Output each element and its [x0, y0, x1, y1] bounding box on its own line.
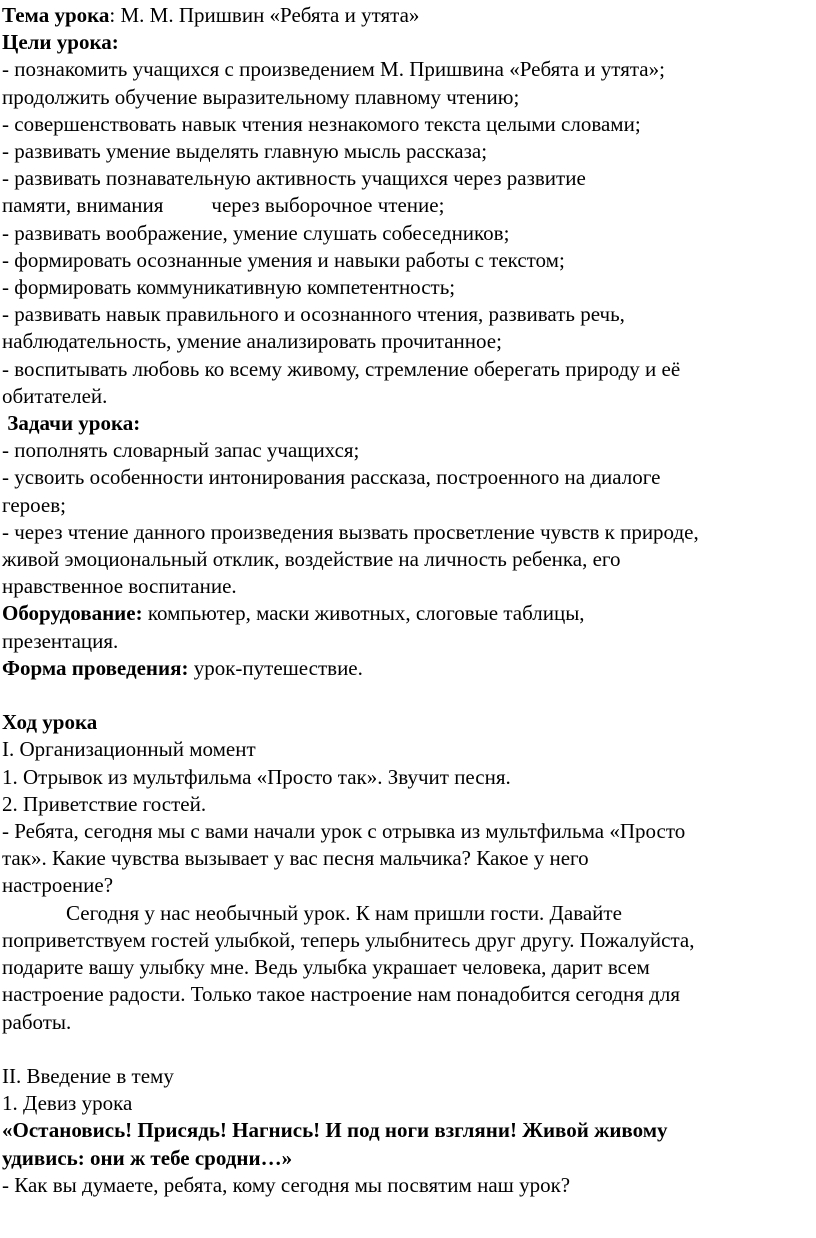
tasks-line: - усвоить особенности интонирования рассказа, построенного на диалоге: [2, 465, 661, 490]
goals-heading: Цели урока:: [2, 30, 119, 55]
goals-split-left: памяти, внимания: [2, 193, 164, 218]
equipment-cont: презентация.: [2, 628, 119, 653]
course-line: 1. Отрывок из мультфильма «Просто так». Звучит песня.: [2, 764, 511, 789]
goals-split-line: [2, 192, 816, 219]
goals-line: - познакомить учащихся с произведением М. Пришвина «Ребята и утята»;: [2, 57, 665, 82]
course-paragraph-line: подарите вашу улыбку мне. Ведь улыбка украшает человека, дарит всем: [2, 955, 650, 980]
course-paragraph-first: Сегодня у нас необычный урок. К нам пришли гости. Давайте: [66, 900, 622, 925]
goals-line: - формировать коммуникативную компетентность;: [2, 275, 456, 300]
topic-line: [2, 2, 816, 29]
goals-line: наблюдательность, умение анализировать прочитанное;: [2, 329, 502, 354]
goals-split-right: через выборочное чтение;: [211, 193, 445, 218]
intro-line: II. Введение в тему: [2, 1063, 174, 1088]
form-label: Форма проведения:: [2, 655, 189, 680]
tasks-line: - через чтение данного произведения вызвать просветление чувств к природе,: [2, 519, 699, 544]
goals-line: продолжить обучение выразительному плавному чтению;: [2, 84, 520, 109]
form-line: [2, 655, 816, 682]
goals-line: - развивать познавательную активность учащихся через развитие: [2, 166, 586, 191]
tasks-line: героев;: [2, 492, 66, 517]
topic-label: Тема урока: [2, 3, 110, 27]
goals-line: - совершенствовать навык чтения незнакомого текста целыми словами;: [2, 111, 641, 136]
blank-line: [0, 682, 816, 709]
equipment-label: Оборудование:: [2, 601, 143, 626]
equipment-value: компьютер, маски животных, слоговые таблицы,: [142, 601, 585, 626]
course-heading: Ход урока: [2, 710, 98, 735]
course-paragraph-line: настроение радости. Только такое настроение нам понадобится сегодня для: [2, 982, 680, 1007]
course-line: - Ребята, сегодня мы с вами начали урок с отрывка из мультфильма «Просто: [2, 819, 686, 844]
intro-line: 1. Девиз урока: [2, 1091, 133, 1116]
course-line: 2. Приветствие гостей.: [2, 791, 207, 816]
blank-line: [0, 1036, 816, 1063]
form-value: урок-путешествие.: [188, 655, 363, 680]
goals-line: - развивать навык правильного и осознанного чтения, развивать речь,: [2, 302, 625, 327]
motto-line: удивись: они ж тебе сродни…»: [2, 1145, 293, 1170]
course-line: так». Какие чувства вызывает у вас песня мальчика? Какое у него: [2, 846, 589, 871]
goals-line: - воспитывать любовь ко всему живому, стремление оберегать природу и её: [2, 356, 681, 381]
goals-line: - развивать воображение, умение слушать собеседников;: [2, 220, 510, 245]
course-paragraph-line: работы.: [2, 1009, 72, 1034]
tasks-line: живой эмоциональный отклик, воздействие на личность ребенка, его: [2, 547, 621, 572]
equipment-line: [2, 600, 816, 627]
course-line: I. Организационный момент: [2, 737, 256, 762]
tasks-line: - пополнять словарный запас учащихся;: [2, 438, 360, 463]
goals-line: обитателей.: [2, 383, 108, 408]
tasks-heading: Задачи урока:: [2, 411, 141, 436]
goals-line: - развивать умение выделять главную мысль рассказа;: [2, 139, 488, 164]
intro-question: - Как вы думаете, ребята, кому сегодня мы посвятим наш урок?: [2, 1172, 571, 1197]
topic-value: : М. М. Пришвин «Ребята и утята»: [109, 3, 420, 27]
motto-line: «Остановись! Присядь! Нагнись! И под ноги взгляни! Живой живому: [2, 1118, 668, 1143]
course-paragraph-line: поприветствуем гостей улыбкой, теперь улыбнитесь друг другу. Пожалуйста,: [2, 927, 695, 952]
goals-line: - формировать осознанные умения и навыки работы с текстом;: [2, 247, 565, 272]
course-line: настроение?: [2, 873, 114, 898]
tasks-line: нравственное воспитание.: [2, 574, 237, 599]
